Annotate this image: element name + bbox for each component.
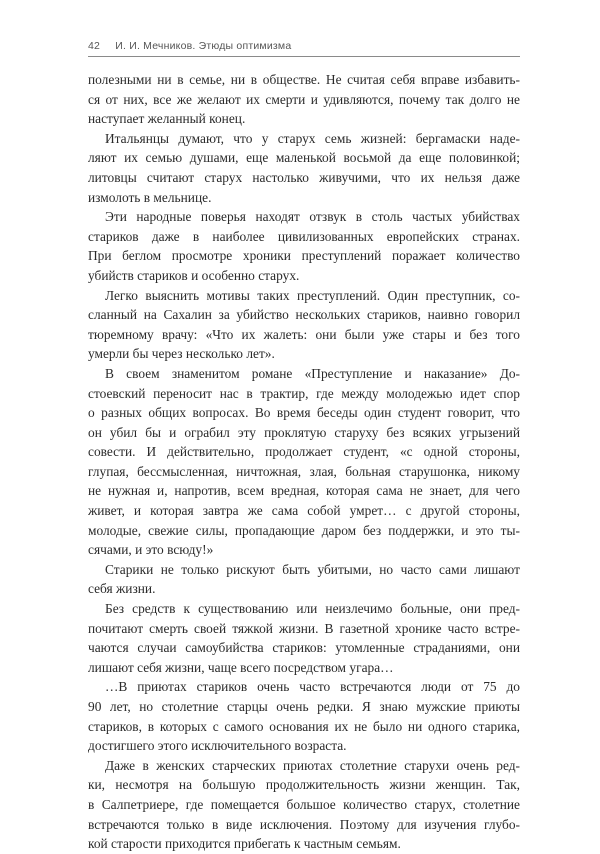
text-line: он убил бы и ограбил эту проклятую старуху без всяких угрызений	[88, 424, 520, 440]
text-line: себя жизни.	[88, 581, 156, 597]
text-line: ляют их семью душами, еще маленькой восьмой да еще половинкой;	[88, 150, 520, 166]
text-line: измолоть в мельнице.	[88, 189, 212, 205]
text-line: в Салпетриере, где помещается большое количество старух, столетние	[88, 796, 520, 812]
text-line: наступает желанный конец.	[88, 111, 246, 127]
text-line: Легко выяснить мотивы таких преступлений. Один преступник, со-	[105, 287, 520, 303]
text-line: достигшего этого исключительного возраста.	[88, 738, 347, 754]
text-line: ки, несмотря на большую продолжительность жизни женщин. Так,	[88, 777, 520, 793]
page-number: 42	[88, 40, 101, 52]
text-line: сячами, и это всюду!»	[88, 542, 214, 558]
text-line: Эти народные поверья находят отзвук в столь частых убийствах	[105, 209, 520, 225]
text-line: о разных общих вопросах. Во время беседы один студент говорит, что	[88, 405, 520, 421]
text-line: стоевский переносит нас в трактир, где между молодежью идет спор	[88, 385, 520, 401]
text-line: кой старости приходится прибегать к частным семьям.	[88, 836, 401, 852]
text-line: лишают себя жизни, чаще всего посредством угара…	[88, 659, 394, 675]
text-line: почитают смерть своей тяжкой жизни. В газетной хронике часто встре-	[88, 620, 520, 636]
text-line: При беглом просмотре хроники преступлений поражает количество	[88, 248, 520, 264]
running-title: И. И. Мечников. Этюды оптимизма	[115, 40, 292, 52]
running-head	[88, 40, 291, 52]
text-line: Итальянцы думают, что у старух семь жизней: бергамаски наде-	[105, 130, 520, 146]
text-line: 90 лет, но столетние старцы очень редки. Я знаю мужские приюты	[88, 699, 520, 714]
text-line: совести. И действительно, продолжает студент, «с одной стороны,	[88, 444, 520, 460]
text-line: убийств стариков и особенно старух.	[88, 267, 300, 283]
header-rule	[88, 56, 520, 57]
text-line: встречаются только в виде исключения. Поэтому для изучения глубо-	[88, 816, 520, 832]
text-line: глупая, бессмысленная, ничтожная, злая, больная старушонка, никому	[88, 463, 520, 479]
text-line: стариков даже в наиболее цивилизованных европейских странах.	[88, 228, 520, 244]
text-line: тюремному врачу: «Что их жалеть: они были уже стары и без того	[88, 326, 520, 342]
text-line: молодые, свежие силы, пропадающие даром без поддержки, и это ты-	[88, 522, 520, 538]
text-line: ся от них, все же желают их смерти и удивляются, почему так долго не	[88, 91, 520, 107]
text-line: литовцы считают старух настолько живучими, что их нельзя даже	[88, 169, 520, 185]
text-line: Без средств к существованию или неизлечимо больные, они пред-	[105, 601, 520, 617]
text-line: чаются случаи самоубийства стариков: утомленные страданиями, они	[88, 640, 520, 656]
text-line: сланный на Сахалин за убийство нескольких стариков, наивно говорил	[88, 307, 520, 323]
text-line: умерли бы через несколько лет».	[88, 346, 275, 362]
text-line: полезными ни в семье, ни в обществе. Не считая себя вправе избавить-	[88, 72, 520, 87]
body-text	[88, 70, 520, 854]
text-line: не нужная и, напротив, всем вредная, которая сама не знает, для чего	[88, 483, 520, 499]
text-line: Старики не только рискуют быть убитыми, но часто сами лишают	[105, 561, 520, 577]
text-line: живет, и которая завтра же сама собой умрет… с другой стороны,	[88, 503, 520, 519]
text-line: В своем знаменитом романе «Преступление и наказание» До-	[105, 365, 520, 381]
text-line: стариков, в которых с самого основания их не было ни одного старика,	[88, 718, 520, 734]
text-line: …В приютах стариков очень часто встречаются люди от 75 до	[105, 679, 520, 695]
text-line: Даже в женских старческих приютах столетние старухи очень ред-	[105, 757, 520, 773]
